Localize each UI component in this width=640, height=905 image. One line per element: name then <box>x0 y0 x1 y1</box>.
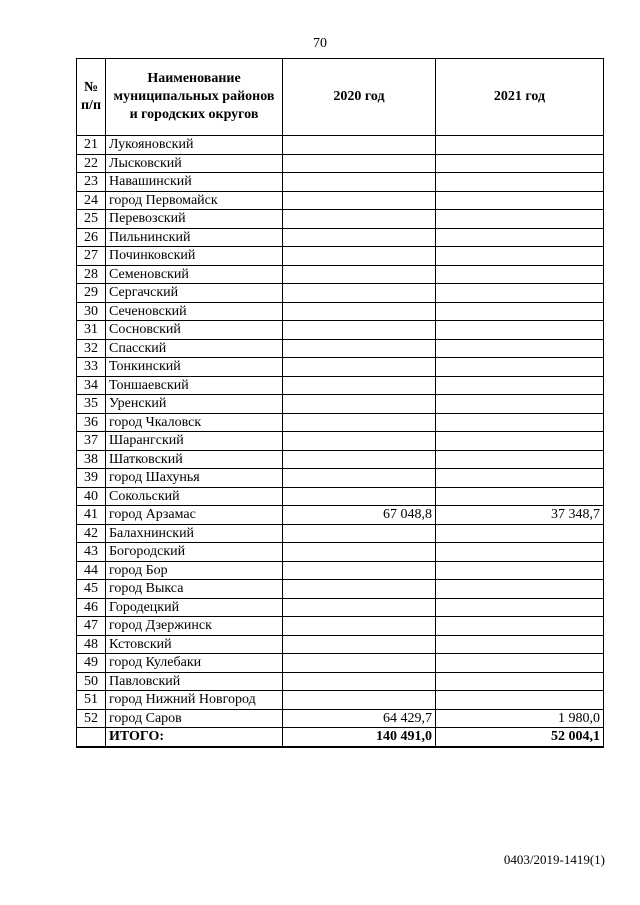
district-name: Кстовский <box>106 635 283 654</box>
value-2021 <box>436 580 604 599</box>
table-row <box>77 469 604 488</box>
row-number: 48 <box>77 635 106 654</box>
row-number: 22 <box>77 154 106 173</box>
table-row <box>77 580 604 599</box>
table-row <box>77 709 604 728</box>
table-row <box>77 358 604 377</box>
table-header-row <box>77 59 604 136</box>
header-2021: 2021 год <box>436 59 604 136</box>
value-2021 <box>436 154 604 173</box>
value-2021 <box>436 136 604 155</box>
value-2020: 64 429,7 <box>283 709 436 728</box>
row-number: 36 <box>77 413 106 432</box>
table-row <box>77 210 604 229</box>
value-2021 <box>436 691 604 710</box>
value-2021 <box>436 228 604 247</box>
row-number: 35 <box>77 395 106 414</box>
value-2020: 67 048,8 <box>283 506 436 525</box>
value-2021 <box>436 284 604 303</box>
value-2020 <box>283 302 436 321</box>
value-2020 <box>283 191 436 210</box>
table-row <box>77 561 604 580</box>
district-name: Тоншаевский <box>106 376 283 395</box>
value-2020 <box>283 265 436 284</box>
row-number: 43 <box>77 543 106 562</box>
total-empty-cell <box>77 728 106 747</box>
value-2020 <box>283 598 436 617</box>
value-2020 <box>283 469 436 488</box>
table-body <box>77 136 604 747</box>
table-row <box>77 450 604 469</box>
row-number: 31 <box>77 321 106 340</box>
row-number: 37 <box>77 432 106 451</box>
district-name: город Нижний Новгород <box>106 691 283 710</box>
table-row <box>77 339 604 358</box>
row-number: 29 <box>77 284 106 303</box>
district-name: Балахнинский <box>106 524 283 543</box>
table-row <box>77 691 604 710</box>
district-name: Сосновский <box>106 321 283 340</box>
value-2020 <box>283 339 436 358</box>
table-row <box>77 432 604 451</box>
value-2020 <box>283 395 436 414</box>
value-2020 <box>283 672 436 691</box>
table-row <box>77 672 604 691</box>
header-2020: 2020 год <box>283 59 436 136</box>
row-number: 42 <box>77 524 106 543</box>
district-name: Сергачский <box>106 284 283 303</box>
district-name: Шатковский <box>106 450 283 469</box>
value-2020 <box>283 284 436 303</box>
table-row <box>77 284 604 303</box>
value-2021 <box>436 487 604 506</box>
value-2020 <box>283 635 436 654</box>
total-2021: 52 004,1 <box>436 728 604 747</box>
row-number: 33 <box>77 358 106 377</box>
value-2020 <box>283 154 436 173</box>
table-row <box>77 506 604 525</box>
table-row <box>77 321 604 340</box>
value-2020 <box>283 543 436 562</box>
budget-table <box>76 58 604 748</box>
row-number: 23 <box>77 173 106 192</box>
district-name: Перевозский <box>106 210 283 229</box>
table-row <box>77 302 604 321</box>
table-row <box>77 247 604 266</box>
row-number: 24 <box>77 191 106 210</box>
district-name: город Бор <box>106 561 283 580</box>
value-2021 <box>436 469 604 488</box>
district-name: Городецкий <box>106 598 283 617</box>
value-2021 <box>436 321 604 340</box>
district-name: город Шахунья <box>106 469 283 488</box>
value-2021 <box>436 413 604 432</box>
district-name: город Чкаловск <box>106 413 283 432</box>
district-name: Богородский <box>106 543 283 562</box>
value-2021 <box>436 358 604 377</box>
row-number: 38 <box>77 450 106 469</box>
value-2021 <box>436 617 604 636</box>
district-name: город Саров <box>106 709 283 728</box>
page-number: 70 <box>313 36 327 51</box>
value-2021 <box>436 191 604 210</box>
value-2020 <box>283 210 436 229</box>
total-row <box>77 728 604 747</box>
row-number: 49 <box>77 654 106 673</box>
value-2020 <box>283 173 436 192</box>
value-2020 <box>283 487 436 506</box>
value-2020 <box>283 561 436 580</box>
value-2021 <box>436 395 604 414</box>
table-row <box>77 617 604 636</box>
header-num: № п/п <box>77 59 106 136</box>
value-2021 <box>436 635 604 654</box>
value-2021 <box>436 672 604 691</box>
table-row <box>77 598 604 617</box>
value-2021 <box>436 524 604 543</box>
value-2020 <box>283 321 436 340</box>
district-name: Сеченовский <box>106 302 283 321</box>
value-2021 <box>436 173 604 192</box>
district-name: Лукояновский <box>106 136 283 155</box>
table-row <box>77 173 604 192</box>
table-row <box>77 228 604 247</box>
total-label: ИТОГО: <box>106 728 283 747</box>
value-2020 <box>283 358 436 377</box>
value-2020 <box>283 432 436 451</box>
value-2021 <box>436 598 604 617</box>
value-2021 <box>436 302 604 321</box>
value-2021 <box>436 339 604 358</box>
row-number: 46 <box>77 598 106 617</box>
value-2020 <box>283 524 436 543</box>
value-2021 <box>436 450 604 469</box>
table-row <box>77 543 604 562</box>
value-2020 <box>283 617 436 636</box>
value-2020 <box>283 450 436 469</box>
value-2021 <box>436 247 604 266</box>
row-number: 51 <box>77 691 106 710</box>
row-number: 25 <box>77 210 106 229</box>
district-name: Починковский <box>106 247 283 266</box>
value-2021 <box>436 432 604 451</box>
district-name: город Дзержинск <box>106 617 283 636</box>
value-2020 <box>283 247 436 266</box>
table-row <box>77 413 604 432</box>
district-name: Павловский <box>106 672 283 691</box>
district-name: город Выкса <box>106 580 283 599</box>
table-row <box>77 265 604 284</box>
district-name: Сокольский <box>106 487 283 506</box>
value-2021 <box>436 265 604 284</box>
table-row <box>77 395 604 414</box>
row-number: 52 <box>77 709 106 728</box>
table-row <box>77 635 604 654</box>
district-name: Пильнинский <box>106 228 283 247</box>
value-2021 <box>436 210 604 229</box>
value-2020 <box>283 376 436 395</box>
district-name: город Первомайск <box>106 191 283 210</box>
district-name: Семеновский <box>106 265 283 284</box>
row-number: 30 <box>77 302 106 321</box>
value-2021 <box>436 543 604 562</box>
district-name: Тонкинский <box>106 358 283 377</box>
row-number: 50 <box>77 672 106 691</box>
district-name: Спасский <box>106 339 283 358</box>
table-row <box>77 524 604 543</box>
value-2021 <box>436 376 604 395</box>
district-name: Шарангский <box>106 432 283 451</box>
value-2020 <box>283 580 436 599</box>
district-name: Навашинский <box>106 173 283 192</box>
value-2021: 1 980,0 <box>436 709 604 728</box>
value-2021 <box>436 654 604 673</box>
table-row <box>77 136 604 155</box>
value-2020 <box>283 654 436 673</box>
table-row <box>77 654 604 673</box>
row-number: 40 <box>77 487 106 506</box>
table-row <box>77 376 604 395</box>
total-2020: 140 491,0 <box>283 728 436 747</box>
value-2020 <box>283 136 436 155</box>
table-row <box>77 154 604 173</box>
table-row <box>77 191 604 210</box>
row-number: 27 <box>77 247 106 266</box>
document-code: 0403/2019-1419(1) <box>503 852 605 867</box>
district-name: Лысковский <box>106 154 283 173</box>
row-number: 44 <box>77 561 106 580</box>
row-number: 45 <box>77 580 106 599</box>
row-number: 28 <box>77 265 106 284</box>
header-name: Наименование муниципальных районов и городских округов <box>106 59 283 136</box>
district-name: Уренский <box>106 395 283 414</box>
row-number: 41 <box>77 506 106 525</box>
row-number: 47 <box>77 617 106 636</box>
row-number: 21 <box>77 136 106 155</box>
district-name: город Кулебаки <box>106 654 283 673</box>
row-number: 39 <box>77 469 106 488</box>
table-row <box>77 487 604 506</box>
row-number: 26 <box>77 228 106 247</box>
row-number: 34 <box>77 376 106 395</box>
value-2020 <box>283 691 436 710</box>
value-2021 <box>436 561 604 580</box>
row-number: 32 <box>77 339 106 358</box>
district-name: город Арзамас <box>106 506 283 525</box>
value-2020 <box>283 413 436 432</box>
value-2020 <box>283 228 436 247</box>
value-2021: 37 348,7 <box>436 506 604 525</box>
